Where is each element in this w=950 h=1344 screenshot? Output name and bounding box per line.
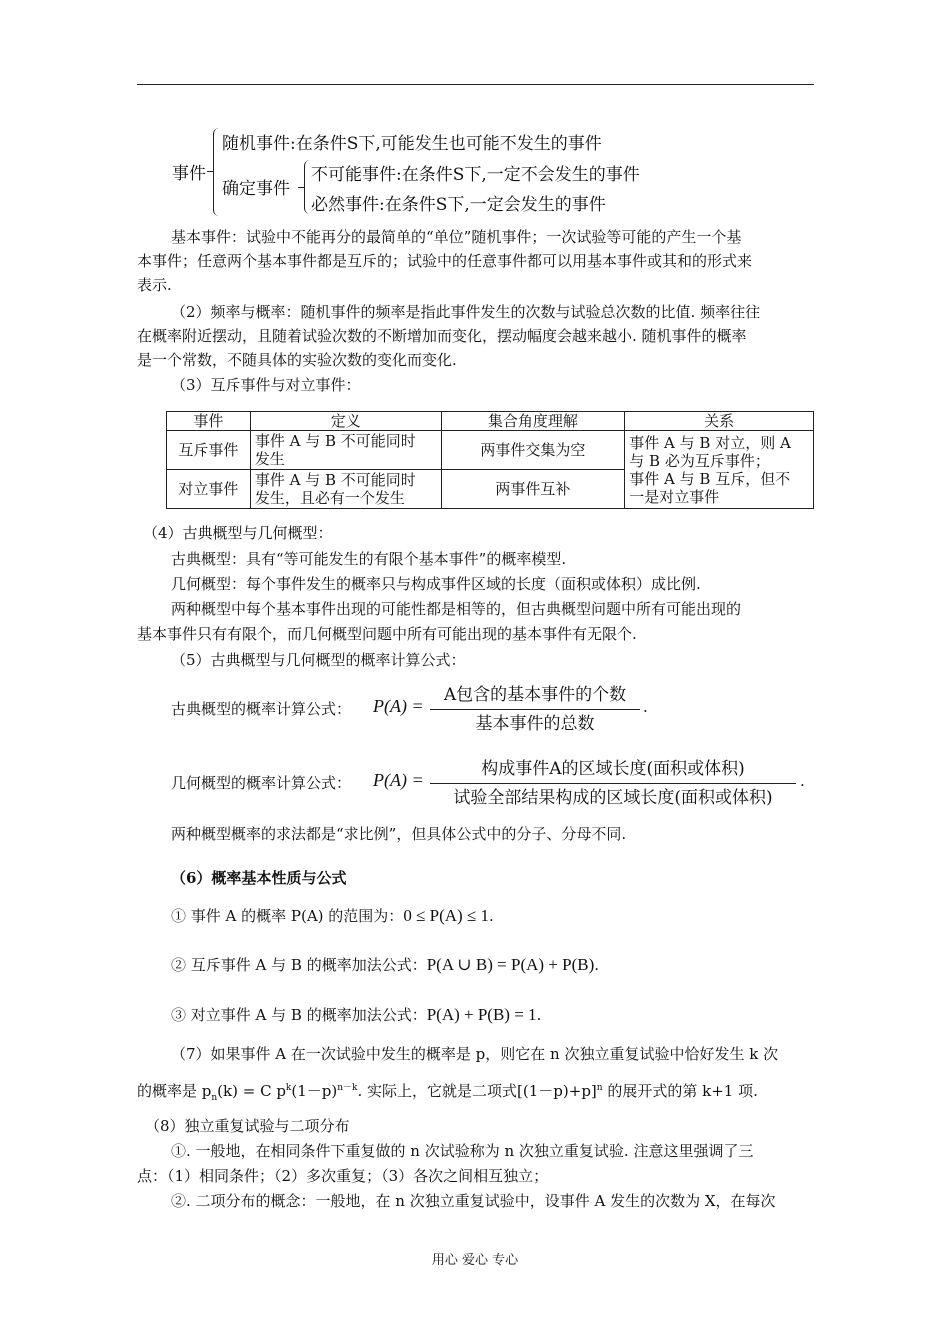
property-2: ② 互斥事件 A 与 B 的概率加法公式：P(A ∪ B) = P(A) + P(B). bbox=[171, 955, 600, 974]
table-cell-relation bbox=[625, 431, 814, 509]
compare-line-2: 基本事件只有有限个，而几何概型问题中所有可能出现的基本事件有无限个. bbox=[137, 625, 637, 643]
para8-line-3: ②. 二项分布的概念：一般地，在 n 次独立重复试验中，设事件 A 发生的次数为 X，在每次 bbox=[171, 1192, 776, 1210]
basic-event-line-2: 本事件；任意两个基本事件都是互斥的；试验中的任意事件都可以用基本事件或其和的形式来 bbox=[137, 252, 753, 270]
random-event-label: 随机事件:在条件S下,可能发生也可能不发生的事件 bbox=[222, 134, 602, 154]
geometric-definition: 几何概型：每个事件发生的概率只与构成事件区域的长度（面积或体积）成比例. bbox=[171, 575, 701, 593]
cell-line: 事件 A 与 B 对立，则 A bbox=[629, 433, 791, 452]
cell-line: 事件 A 与 B 不可能同时 bbox=[254, 471, 416, 489]
certain-event: 必然事件:在条件S下,一定会发生的事件 bbox=[311, 195, 606, 215]
geometric-formula-lhs: P(A) = bbox=[373, 770, 424, 790]
table-header: 集合角度理解 bbox=[441, 412, 625, 431]
cell-line: 发生 bbox=[254, 450, 285, 468]
basic-event-line-1: 基本事件：试验中不能再分的最简单的“单位”随机事件；一次试验等可能的产生一个基 bbox=[171, 228, 742, 246]
header-rule bbox=[137, 84, 814, 85]
heading-6: （6）概率基本性质与公式 bbox=[171, 869, 347, 887]
table-cell bbox=[250, 470, 441, 509]
cell-line: 发生，且必有一个发生 bbox=[254, 489, 405, 507]
para8-line-1: ①. 一般地，在相同条件下重复做的 n 次试验称为 n 次独立重复试验. 注意这里强调了三 bbox=[171, 1142, 754, 1160]
basic-event-line-3: 表示. bbox=[137, 276, 172, 294]
table-header: 定义 bbox=[250, 412, 441, 431]
table-cell: 两事件互补 bbox=[441, 470, 625, 509]
classification-root: 事件 bbox=[172, 164, 206, 184]
inner-brace-tip bbox=[298, 187, 304, 188]
heading-5: （5）古典概型与几何概型的概率计算公式： bbox=[171, 651, 466, 669]
outer-brace-tip bbox=[207, 171, 213, 172]
table-header-row bbox=[167, 412, 814, 431]
classical-definition: 古典概型：具有“等可能发生的有限个基本事件”的概率模型. bbox=[171, 550, 567, 568]
cell-line: 与 B 必为互斥事件； bbox=[629, 451, 770, 470]
table-cell: 互斥事件 bbox=[167, 431, 251, 470]
para7-line-1: （7）如果事件 A 在一次试验中发生的概率是 p，则它在 n 次独立重复试验中恰好发生 k 次 bbox=[171, 1045, 779, 1063]
table-cell bbox=[250, 431, 441, 470]
freq-line-1: （2）频率与概率：随机事件的频率是指此事件发生的次数与试验总次数的比值. 频率往往 bbox=[171, 303, 761, 321]
heading-8: （8）独立重复试验与二项分布 bbox=[145, 1117, 350, 1135]
classical-formula-lhs: P(A) = bbox=[373, 696, 424, 716]
outer-brace bbox=[213, 128, 220, 216]
heading-4: （4）古典概型与几何概型： bbox=[143, 524, 333, 542]
freq-line-2: 在概率附近摆动，且随着试验次数的不断增加而变化，摆动幅度会越来越小. 随机事件的概率 bbox=[137, 327, 747, 345]
compare-line-1: 两种概型中每个基本事件出现的可能性都是相等的，但古典概型问题中所有可能出现的 bbox=[171, 600, 742, 618]
para8-line-2: 点：（1）相同条件；（2）多次重复；（3）各次之间相互独立； bbox=[137, 1167, 549, 1185]
table-header: 关系 bbox=[625, 412, 814, 431]
table-header: 事件 bbox=[167, 412, 251, 431]
impossible-event: 不可能事件:在条件S下,一定不会发生的事件 bbox=[311, 165, 640, 185]
cell-line: 事件 A 与 B 互斥，但不 bbox=[629, 469, 791, 488]
para7-line-2: 的概率是 $p_n(k) = C$ $p^k(1-p)^{n-k}$. 实际上，它就是二项式$[(1-p)+p]^n$ 的展开式的第 k+1 项. bbox=[137, 1082, 758, 1103]
cell-line: 事件 A 与 B 不可能同时 bbox=[254, 432, 416, 450]
ratio-note: 两种概型概率的求法都是“求比例”，但具体公式中的分子、分母不同. bbox=[171, 825, 627, 843]
geometric-formula-label: 几何概型的概率计算公式： bbox=[171, 774, 352, 792]
classical-denominator: 基本事件的总数 bbox=[475, 714, 595, 734]
page-footer: 用心 爱心 专心 bbox=[431, 1253, 519, 1268]
fraction-bar bbox=[430, 709, 640, 710]
table-cell: 两事件交集为空 bbox=[441, 431, 625, 470]
classical-formula-tail: . bbox=[643, 698, 648, 716]
table-row bbox=[167, 431, 814, 470]
geometric-formula-tail: . bbox=[800, 772, 805, 790]
cell-line: 一是对立事件 bbox=[629, 487, 720, 506]
classical-fraction bbox=[430, 683, 640, 736]
mutual-exclusive-table bbox=[166, 411, 814, 509]
classical-formula-label: 古典概型的概率计算公式： bbox=[171, 700, 352, 718]
freq-line-3: 是一个常数，不随具体的实验次数的变化而变化. bbox=[137, 351, 457, 369]
property-1: ① 事件 A 的概率 P(A) 的范围为：0 ≤ P(A) ≤ 1. bbox=[171, 906, 494, 925]
property-3: ③ 对立事件 A 与 B 的概率加法公式：P(A) + P(B) = 1. bbox=[171, 1005, 542, 1024]
classical-numerator: A包含的基本事件的个数 bbox=[443, 685, 627, 705]
geometric-numerator: 构成事件A的区域长度(面积或体积) bbox=[481, 759, 745, 779]
table-cell: 对立事件 bbox=[167, 470, 251, 509]
geometric-fraction bbox=[430, 757, 796, 810]
geometric-denominator: 试验全部结果构成的区域长度(面积或体积) bbox=[453, 788, 773, 808]
inner-brace bbox=[304, 160, 310, 214]
fraction-bar bbox=[430, 783, 796, 784]
heading-3: （3）互斥事件与对立事件： bbox=[171, 376, 361, 394]
determined-event-label: 确定事件 bbox=[222, 179, 290, 199]
